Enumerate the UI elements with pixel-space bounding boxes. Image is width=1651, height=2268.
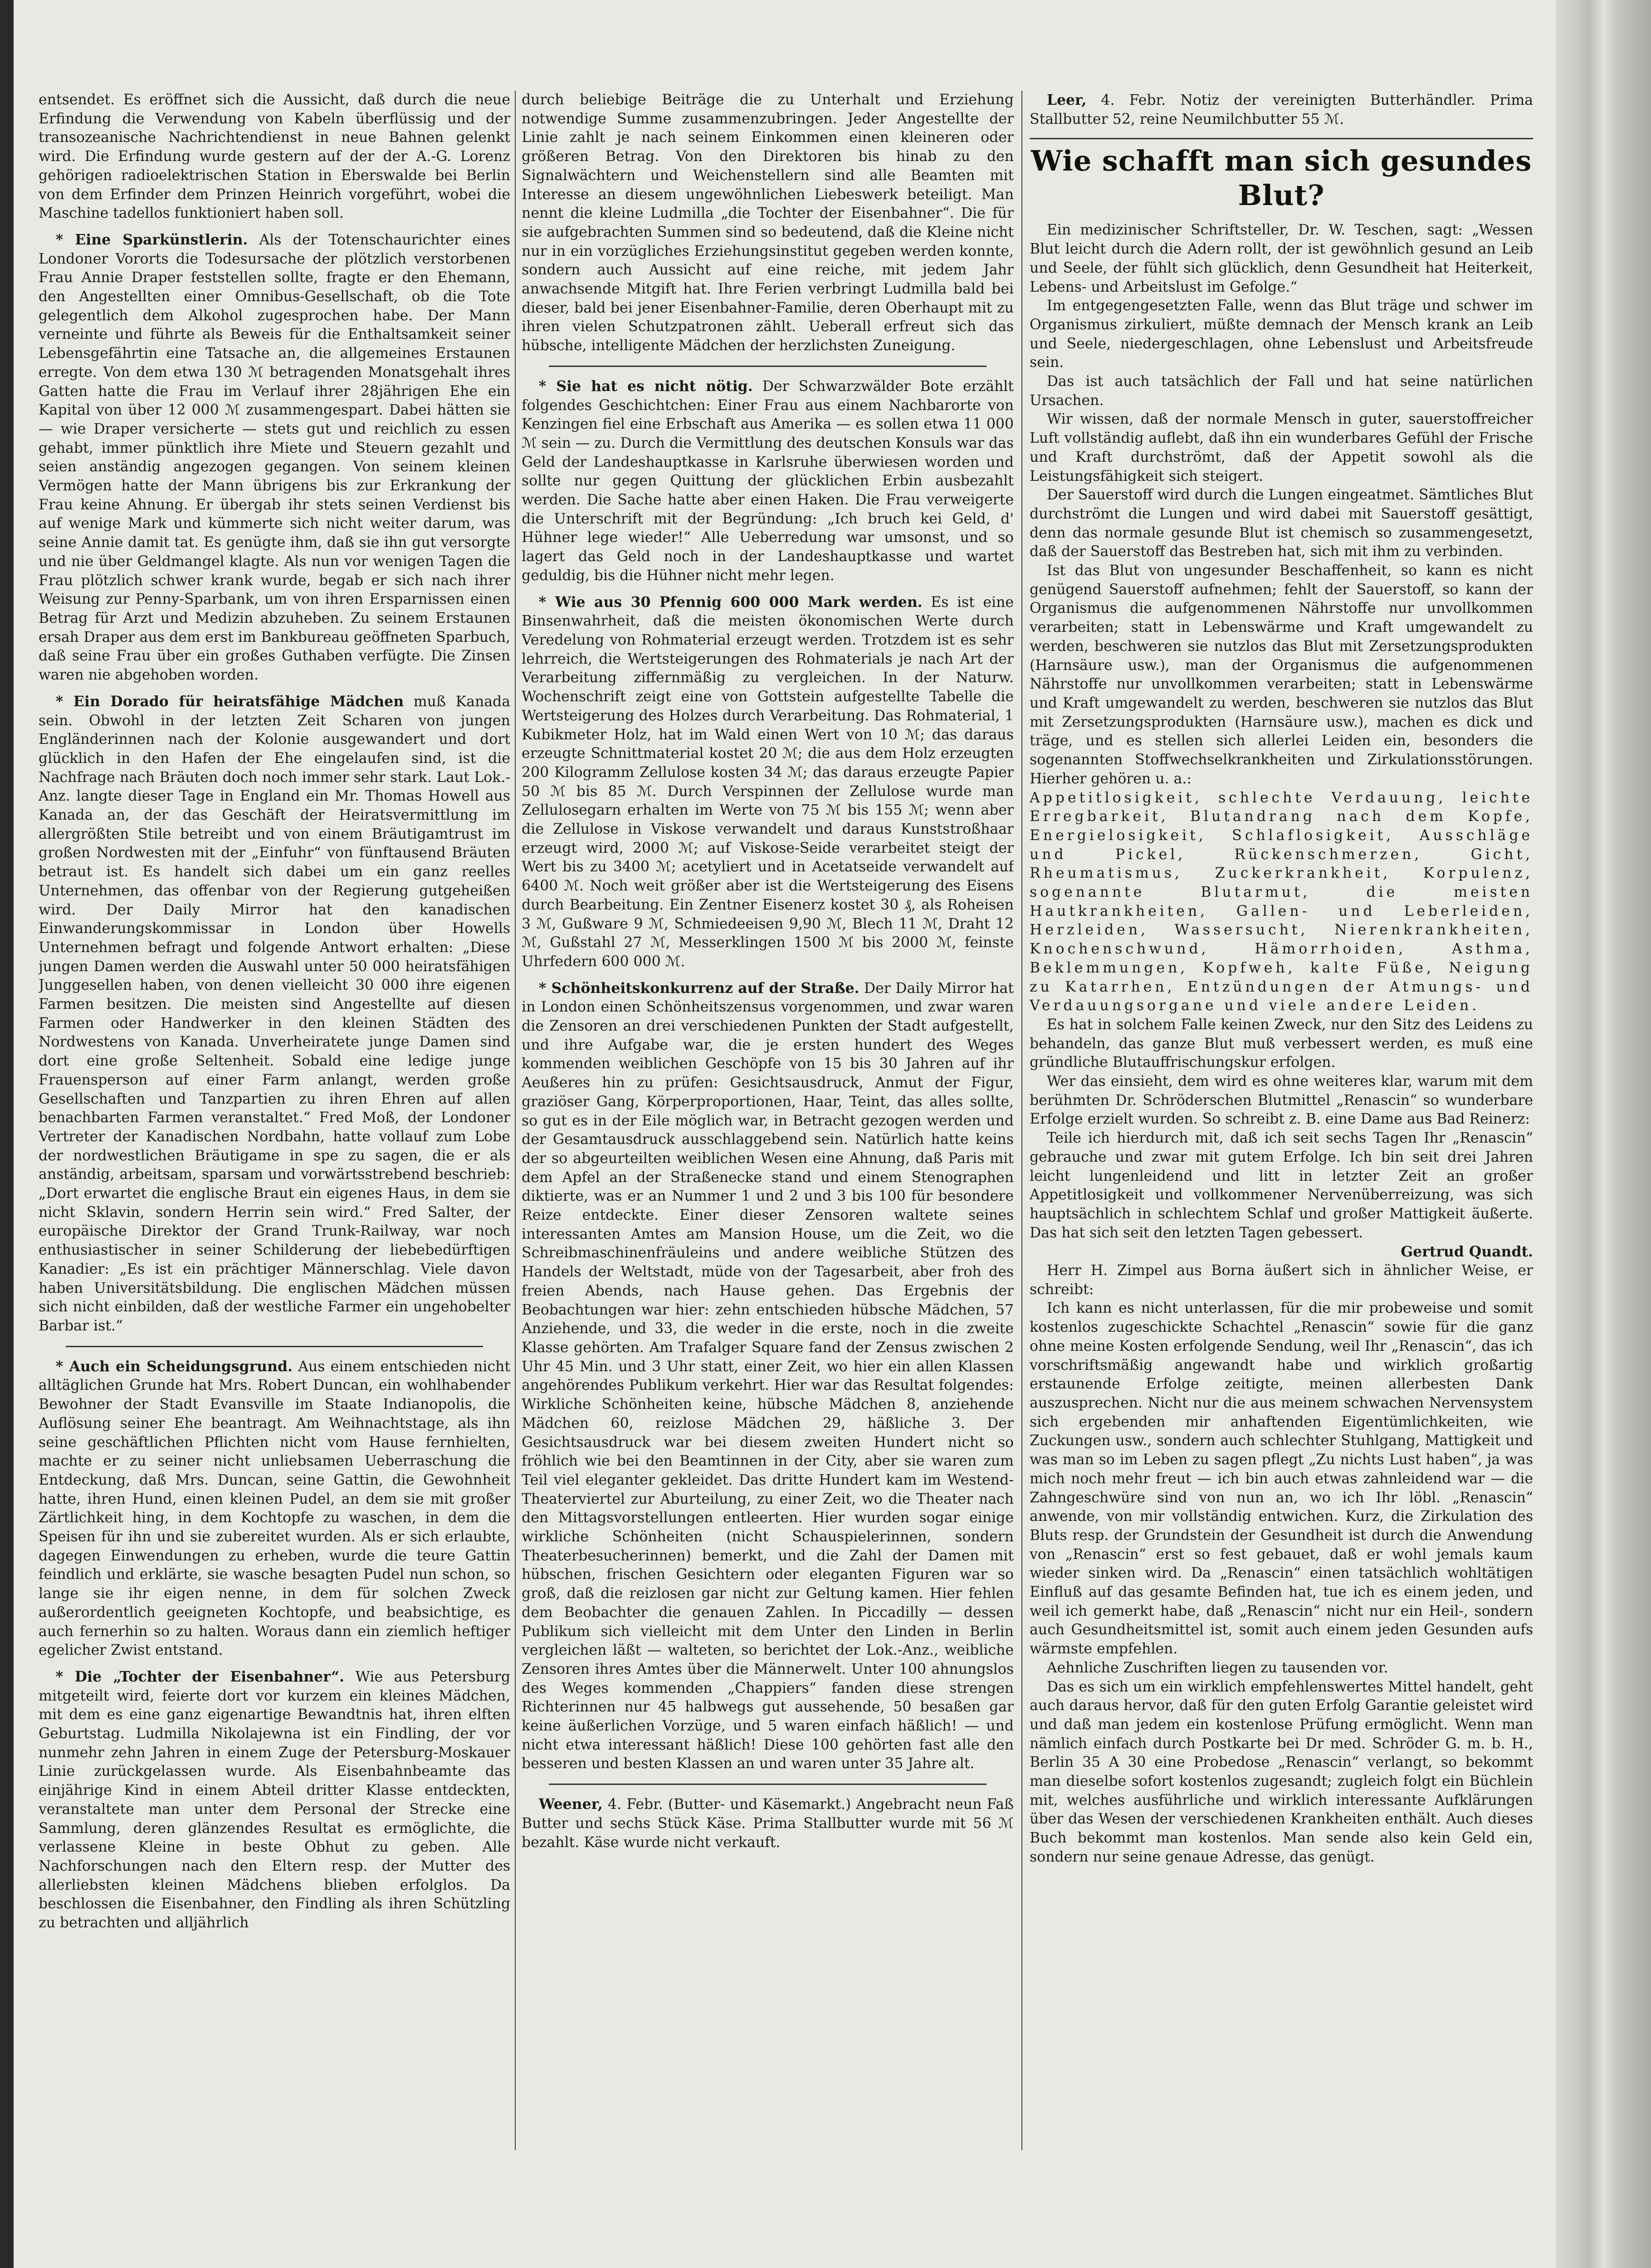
testimonial-signature: Gertrud Quandt.: [1401, 1243, 1533, 1261]
testimonial-paragraph: Teile ich hierdurch mit, daß ich seit sechs Tagen Ihr „Renascin“ gebrauche und zwar mit gutem Erfolge. Ich bin seit drei Jahren leicht lungenleidend und litt in letzter Zeit an großer Appetitlosigkeit und vollkommener Nervenüberreizung, was sich hauptsächlich in schlechtem Schlaf und großer Mattigkeit äußerte. Das hat sich seit den letzten Tagen gebessert.: [1030, 1130, 1533, 1241]
market-text: 4. Febr. (Butter- und Käsemarkt.) Angebracht neun Faß Butter und sechs Stück Käse. Prima Stallbutter wurde mit 56 ℳ bezahlt. Käse wurde nicht verkauft.: [522, 1796, 1014, 1851]
advert-paragraph: Es hat in solchem Falle keinen Zweck, nur den Sitz des Leidens zu behandeln, das ganze Blut muß verbessert werden, es muß eine gründliche Blutauffrischungskur erfolgen.: [1030, 1016, 1533, 1071]
article-body: Es ist eine Binsenwahrheit, daß die meisten ökonomischen Werte durch Veredelung von Rohmaterial erzeugt werden. Trotzdem ist es sehr lehrreich, die Wertsteigerungen des Rohmaterials je nach Art der Verarbeitung ziffernmäßig zu vergleichen. In der Naturw. Wochenschrift zeigt eine von Gottstein aufgestellte Tabelle die Wertsteigerung des Holzes durch Verarbeitung. Das Rohmaterial, 1 Kubikmeter Holz, hat im Wald einen Wert von 10 ℳ; das daraus erzeugte Schnittmaterial kostet 20 ℳ; die aus dem Holz erzeugten 200 Kilogramm Zellulose kosten 34 ℳ; das daraus erzeugte Papier 50 ℳ bis 85 ℳ. Durch Verspinnen der Zellulose wurde man Zellulosegarn erhalten im Werte von 75 ℳ bis 155 ℳ; wenn aber die Zellulose in Viskose verwandelt und daraus Kunststroßhaar erzeugt wird, 2000 ℳ; auf Viskose-Seide verarbeitet steigt der Wert bis zu 3400 ℳ; acetyliert und in Acetatseide verwandelt auf 6400 ℳ. Noch weit größer aber ist die Wertsteigerung des Eisens durch Bearbeitung. Ein Zentner Eisenerz kostet 30 ₰, als Roheisen 3 ℳ, Gußware 9 ℳ, Schmiedeeisen 9,90 ℳ, Blech 11 ℳ, Draht 12 ℳ, Gußstahl 27 ℳ, Messerklingen 1500 ℳ bis 2000 ℳ, feinste Uhrfedern 600 000 ℳ.: [522, 594, 1014, 970]
article-schoenheitskonkurrenz: [522, 979, 1014, 1774]
article-title: * Ein Dorado für heiratsfähige Mädchen: [55, 693, 404, 710]
advert-paragraph: Wer das einsieht, dem wird es ohne weiteres klar, warum mit dem berühmten Dr. Schröderschen Blutmittel „Renascin“ so wunderbare Erfolge erzielt wurden. So schreibt z. B. eine Dame aus Bad Reinerz:: [1030, 1073, 1533, 1128]
article-scheidungsgrund: [39, 1357, 510, 1660]
article-title: * Die „Tochter der Eisenbahner“.: [55, 1668, 345, 1685]
newspaper-page: [14, 0, 1556, 2268]
article-sparkuenstlerin: [39, 230, 510, 685]
radio-invention-text: entsendet. Es eröffnet sich die Aussicht, daß durch die neue Erfindung die Verwendung von Kabeln überflüssig und der transozeanische Nachrichtendienst in neue Bahnen gelenkt wird. Die Erfindung wurde gestern auf der der A.-G. Lorenz gehörigen radioelektrischen Station in Eberswalde bei Berlin von dem Erfinder dem Prinzen Heinrich vorgeführt, wobei die Maschine tadellos funktioniert haben soll.: [39, 92, 510, 222]
advert-paragraph: Aehnliche Zuschriften liegen zu tausenden vor.: [1046, 1659, 1388, 1676]
article-title: * Eine Sparkünstlerin.: [55, 231, 248, 248]
advert-paragraph: Ein medizinischer Schriftsteller, Dr. W. Teschen, sagt: „Wessen Blut leicht durch die Adern rollt, der ist gewöhnlich gesund an Leib und Seele, der fühlt sich glücklich, denn Gesundheit hat Heiterkeit, Lebens- und Arbeitslust im Gefolge.“: [1030, 222, 1533, 295]
article-title: * Schönheitskonkurrenz auf der Straße.: [538, 979, 860, 997]
column-rule: [515, 91, 516, 2150]
testimonial-paragraph: Ich kann es nicht unterlassen, für die mir probeweise und somit kostenlos zugeschickte Schachtel „Renascin“ sowie für die ganz ohne meine Kosten erfolgende Sendung, weil Ihr „Renascin“, das ich vorschriftsmäßig angewandt habe und wirklich großartig erstaunende Erfolge zeitigte, meinen allerbesten Dank auszusprechen. Nicht nur die aus meinem schwachen Nervensystem sich ergebenden mir anhaftenden Eigentümlichkeiten, wie Zuckungen usw., sondern auch schlechter Stuhlgang, Mattigkeit und was man so im Leben zu sagen pflegt „Zu nichts Lust haben“, ja was mich noch mehr freut — ich bin auch etwas zahnleidend war — die Zahngeschwüre sind von nun an, wo ich Ihr löbl. „Renascin“ anwende, von mir vollständig entwichen. Kurz, die Zirkulation des Bluts resp. der Grundstein der Gesundheit ist durch die Anwendung von „Renascin“ erst so fest gebauet, daß er wohl jemals kaum wieder sinken wird. Da „Renascin“ einen tatsächlich wohltätigen Einfluß auf das gesamte Befinden hat, tue ich es einem jeden, und weil ich gemerkt habe, daß „Renascin“ nicht nur ein Heil-, sondern auch Gesundheitsmittel ist, somit auch einem jeden Gesunden aufs wärmste empfehlen.: [1030, 1300, 1533, 1657]
article-nicht-noetig: [522, 377, 1014, 586]
advert-headline: Wie schafft man sich gesundes Blut?: [1031, 144, 1532, 212]
article-continuation: durch beliebige Beiträge die zu Unterhalt und Erziehung notwendige Summe zusammenzubringen. Jeder Angestellte der Linie zahlt je nach seinem Einkommen einen kleineren oder größeren Betrag. Von den Direktoren bis hinab zu den Signalwächtern und Weichenstellern sind alle Beamten mit Interesse an diesem ungewöhnlichen Liebeswerk beteiligt. Man nennt die kleine Ludmilla „die Tochter der Eisenbahner“. Die für sie aufgebrachten Summen sind so bedeutend, daß die Kleine nicht nur in ein vorzügliches Erziehungsinstitut gegeben werden konnte, sondern auch Aussicht auf eine reiche, mit jedem Jahr anwachsende Mitgift hat. Ihre Ferien verbringt Ludmilla bald bei dieser, bald bei jener Eisenbahner-Familie, deren Oberhaupt mit zu ihren vielen Schutzpatronen zählt. Ueberall erfreut sich das hübsche, intelligente Mädchen der herzlichsten Zuneigung.: [522, 92, 1014, 354]
market-report-weener: [522, 1795, 1014, 1852]
right-column: [1030, 91, 1533, 2268]
advert-paragraph: Ist das Blut von ungesunder Beschaffenheit, so kann es nicht genügend Sauerstoff aufnehmen; fehlt der Sauerstoff, so kann der Organismus die aufgenommenen Nährstoffe nur unvollkommen verarbeiten; statt in Lebenswärme und Kraft umgewandelt zu werden, beschweren sie nutzlos das Blut mit Zersetzungsprodukten (Harnsäure usw.), man der Organismus die aufgenommenen Nährstoffe nur unvollkommen verarbeiten; statt in Lebenswärme und Kraft umgewandelt zu werden, beschweren sie nutzlos das Blut mit Zersetzungsprodukten (Harnsäure usw.), machen es dick und träge, und es stellen sich allerlei Leiden ein, besonders die sogenannten Stoffwechselkrankheiten und Zirkulationsstörungen. Hierher gehören u. a.:: [1030, 562, 1533, 787]
advert-paragraph: Im entgegengesetzten Falle, wenn das Blut träge und schwer im Organismus zirkuliert, müßte demnach der Mensch krank an Leib und Seele, niedergeschlagen, ohne Lebenslust und Arbeitsfreude sein.: [1030, 298, 1533, 371]
article-title: * Auch ein Scheidungsgrund.: [55, 1358, 293, 1375]
article-body: Der Daily Mirror hat in London einen Schönheitszensus vorgenommen, und zwar waren die Zensoren an drei verschiedenen Punkten der Stadt aufgestellt, und ihre Aufgabe war, die je ersten hundert des Weges kommenden weiblichen Geschöpfe von 15 bis 30 Jahren auf ihr Aeußeres hin zu prüfen: Gesichtsausdruck, Anmut der Figur, graziöser Gang, Körperproportionen, Haar, Teint, das alles sollte, so gut es in der Eile möglich war, in Betracht gezogen werden und der Gesamtausdruck ausschlaggebend sein. Natürlich hatte keins der so abgeurteilten weiblichen Wesen eine Ahnung, daß Paris mit dem Apfel an der Straßenecke stand und einem Stenographen diktierte, was er an Nummer 1 und 2 und 3 bis 100 für besondere Reize entdeckte. Einer dieser Zensoren waltete seines interessanten Amtes am Mansion House, um die Zeit, wo die Schreibmaschinenfräuleins und andere weibliche Stützen des Handels der Weltstadt, müde von der Tagesarbeit, aber froh des freien Abends, nach Hause gehen. Das Ergebnis der Beobachtungen war hier: zehn entschieden hübsche Mädchen, 57 Anziehende, und 33, die weder in die erste, noch in die zweite Klasse gehörten. Am Trafalger Square fand der Zensus zwischen 2 Uhr 45 Min. und 3 Uhr statt, einer Zeit, wo hier ein allen Klassen angehörendes Publikum verkehrt. Hier war das Resultat folgendes: Wirkliche Schönheiten keine, hübsche Mädchen 8, anziehende Mädchen 60, reizlose Mädchen 29, häßliche 3. Der Gesichtsausdruck war bei diesem zweiten Hundert nicht so fröhlich wie bei den Beamtinnen in der City, aber sie waren zum Teil viel eleganter gekleidet. Das dritte Hundert kam im Westend-Theaterviertel zur Aburteilung, zu einer Zeit, wo die Theater nach den Mittagsvorstellungen entleerten. Hier wurden sogar einige wirkliche Schönheiten (nicht Schauspielerinnen, sondern Theaterbesucherinnen) bemerkt, und die Zahl der Damen mit hübschen, frischen Gesichtern oder eleganten Figuren war so groß, daß die reizlosen gar nicht zur Geltung kamen. Hier fehlen dem Beobachter die genauen Zahlen. In Piccadilly — dessen Publikum sich vielleicht mit dem Unter den Linden in Berlin vergleichen läßt — walteten, so berichtet der Lok.-Anz., weibliche Zensoren ihres Amtes über die Männerwelt. Unter 100 ahnungslos des Weges kommenden „Chappiers“ fanden diese strengen Richterinnen nur 45 halbwegs gut aussehende, 50 besaßen gar keine äußerlichen Vorzüge, und 5 waren einfach häßlich! — und nicht etwa interessant häßlich! Diese 100 gehörten fast alle den besseren und besten Klassen an und waren unter 35 Jahre alt.: [522, 980, 1014, 1772]
separator-rule: [549, 366, 987, 367]
market-report-leer: [1030, 91, 1533, 129]
article-body: Als der Totenschaurichter eines Londoner Vororts die Todesursache der plötzlich verstorbenen Frau Annie Draper feststellen sollte, fragte er den Ehemann, den Angestellten einer Omnibus-Gesellschaft, ob die Tote gelegentlich dem Alkohol zugesprochen habe. Der Mann verneinte und führte als Beweis für die Enthaltsamkeit seiner Lebensgefährtin eine Tatsache an, die allgemeines Erstaunen erregte. Von dem etwa 130 ℳ betragenden Monatsgehalt ihres Gatten hatte die Frau im Verlauf ihrer 28jährigen Ehe ein Kapital von über 12 000 ℳ zusammengespart. Dabei hätten sie — wie Draper versicherte — stets gut und reichlich zu essen gehabt, immer pünktlich ihre Miete und Steuern gezahlt und seien anständig angezogen gegangen. Von seinem kleinen Vermögen hatte der Mann übrigens bis zur Erkrankung der Frau keine Ahnung. Er übergab ihr stets seinen Verdienst bis auf wenige Mark und kümmerte sich nicht weiter darum, was seine Annie damit tat. Es genügte ihm, daß sie ihn gut versorgte und nie über Geldmangel klagte. Als nun vor wenigen Tagen die Frau plötzlich schwer krank wurde, begab er sich nach ihrer Weisung zur Penny-Sparbank, um von ihren Ersparnissen einen Betrag für Arzt und Medizin abzuheben. Zu seinem Erstaunen ersah Draper aus dem erst im Bankbureau geöffneten Sparbuch, daß seine Frau über ein großes Guthaben verfügte. Die Zinsen waren nie abgehoben worden.: [39, 231, 510, 684]
article-dorado: [39, 692, 510, 1336]
market-text: 4. Febr. Notiz der vereinigten Butterhändler. Prima Stallbutter 52, reine Neumilchbutter 55 ℳ.: [1030, 92, 1533, 127]
article-30-pfennig: [522, 593, 1014, 972]
article-tochter-eisenbahner: [39, 1667, 510, 1933]
article-body: Aus einem entschieden nicht alltäglichen Grunde hat Mrs. Robert Duncan, ein wohlhabender Bewohner der Stadt Evansville im Staate Indianopolis, die Auflösung seiner Ehe beantragt. Am Weihnachtstage, als ihn seine geschäftlichen Pflichten nicht vom Hause fernhielten, machte er zu seiner nicht unliebsamen Ueberraschung die Entdeckung, daß Mrs. Duncan, seine Gattin, die Gewohnheit hatte, ihren Hund, einen kleinen Pudel, an dem sie mit großer Zärtlichkeit hing, in dem Kochtopfe zu waschen, in dem die Speisen für ihn und sie zubereitet wurden. Als er sich erlaubte, dagegen Einwendungen zu erheben, wurde die teure Gattin feindlich und erklärte, sie wasche besagten Pudel nun schon, so lange sie ihr eigen nenne, in dem für solchen Zweck außerordentlich geeigneten Kochtopfe, und beabsichtige, es auch fernerhin so zu halten. Woraus dann ein ziemlich heftiger egelicher Zwist entstand.: [39, 1358, 510, 1659]
market-city: Leer,: [1046, 92, 1087, 108]
advert-paragraph: Der Sauerstoff wird durch die Lungen eingeatmet. Sämtliches Blut durchströmt die Lungen und wird dabei mit Sauerstoff gesättigt, denn das normale gesunde Blut ist chemisch so zusammengesetzt, daß der Sauerstoff das Bestreben hat, sich mit ihm zu verbinden.: [1030, 487, 1533, 560]
column-rule: [1021, 91, 1022, 2150]
advert-paragraph: Herr H. Zimpel aus Borna äußert sich in ähnlicher Weise, er schreibt:: [1030, 1262, 1533, 1298]
article-title: * Wie aus 30 Pfennig 600 000 Mark werden.: [538, 593, 923, 611]
advert-paragraph: Das ist auch tatsächlich der Fall und hat seine natürlichen Ursachen.: [1030, 373, 1533, 409]
article-body: Wie aus Petersburg mitgeteilt wird, feierte dort vor kurzem ein kleines Mädchen, mit dem es eine ganz eigenartige Bewandtnis hat, ihren elften Geburtstag. Ludmilla Nikolajewna ist ein Findling, der vor nunmehr zehn Jahren in einem Zuge der Petersburg-Moskauer Linie zurückgelassen wurde. Als Eisenbahnbeamte das einjährige Kind in einem Abteil dritter Klasse entdeckten, veranstaltete man unter dem Personal der Strecke eine Sammlung, deren glänzendes Resultat es ermöglichte, die verlassene Kleine in beste Obhut zu geben. Alle Nachforschungen nach den Eltern resp. der Mutter des allerliebsten kleinen Mädchens blieben erfolglos. Da beschlossen die Eisenbahner, den Findling als ihren Schützling zu betrachten und alljährlich: [39, 1668, 510, 1931]
separator-rule: [549, 1784, 987, 1785]
market-city: Weener,: [538, 1796, 603, 1813]
advert-rule: [1030, 138, 1533, 139]
article-body: Der Schwarzwälder Bote erzählt folgendes Geschichtchen: Einer Frau aus einem Nachbarorte von Kenzingen fiel eine Erbschaft aus Amerika — es sollen etwa 11 000 ℳ sein — zu. Durch die Vermittlung des deutschen Konsuls war das Geld der Landeshauptkasse in Karlsruhe überwiesen worden und sollte nur gegen Quittung der glücklichen Erbin ausbezahlt werden. Die Sache hatte aber einen Haken. Die Frau verweigerte die Unterschrift mit der Begründung: „Ich bruch kei Geld, d' Hühner lege wieder!“ Alle Ueberredung war umsonst, und so lagert das Geld noch in der Landeshauptkasse und wartet geduldig, bis die Hühner nicht mehr legen.: [522, 378, 1014, 584]
scan-edge-left: [0, 0, 14, 2268]
middle-column: [522, 91, 1014, 2268]
advert-paragraph: Das es sich um ein wirklich empfehlenswertes Mittel handelt, geht auch daraus hervor, daß für den guten Erfolg Garantie geleistet wird und daß man jedem ein kostenlose Prüfung ermöglicht. Wenn man nämlich einfach durch Postkarte bei Dr med. Schröder G. m. b. H., Berlin 35 A 30 eine Probedose „Renascin“ verlangt, so bekommt man dieselbe sofort kostenlos zugesandt; zugleich folgt ein Büchlein mit, welches ausführliche und wirklich interessante Aufklärungen über das Wesen der verschiedenen Krankheiten enthält. Auch dieses Buch bekommt man kostenlos. Man sende also kein Geld ein, sondern nur seine genaue Adresse, das genügt.: [1030, 1678, 1533, 1865]
article-body: muß Kanada sein. Obwohl in der letzten Zeit Scharen von jungen Engländerinnen nach der Kolonie ausgewandert und dort glücklich in den Hafen der Ehe eingelaufen sind, ist die Nachfrage nach Bräuten doch noch immer sehr stark. Laut Lok.-Anz. langte dieser Tage in England ein Mr. Thomas Howell aus Kanada an, der das Geschäft der Heiratsvermittlung im allergrößten Stile betreibt und von einem Bräutigamtrust im großen Nordwesten mit der „Einfuhr“ von fünftausend Bräuten betraut ist. Es handelt sich dabei um ein ganz reelles Unternehmen, das offenbar von der Regierung gutgeheißen wird. Der Daily Mirror hat den kanadischen Einwanderungskommissar in London über Howells Unternehmen befragt und folgende Antwort erhalten: „Diese jungen Damen werden die Auswahl unter 50 000 heiratsfähigen Junggesellen haben, von denen vielleicht 30 000 ihre eigenen Farmen besitzen. Die meisten sind Angestellte auf diesen Farmen oder Handwerker in den kleinen Städten des Nordwestens von Kanada. Unverheiratete junge Damen sind dort eine große Seltenheit. Sobald eine ledige junge Frauensperson auf einer Farm anlangt, werden große Gesellschaften und Tanzpartien zu ihren Ehren auf allen benachbarten Farmen veranstaltet.“ Fred Moß, der Londoner Vertreter der Kanadischen Nordbahn, hatte vollauf zum Lobe der nordwestlichen Bräutigame in spe zu sagen, die er als anständig, arbeitsam, sparsam und vorwärtsstrebend beschrieb: „Dort erwartet die englische Braut ein eigenes Haus, in dem sie nicht Sklavin, sondern Herrin sein wird.“ Fred Salter, der europäische Direktor der Grand Trunk-Railway, war noch enthusiastischer in seiner Schilderung der liebebedürftigen Kanadier: „Es ist ein prächtiger Männerschlag. Viele davon haben Universitätsbildung. Die englischen Mädchen müssen sich nicht einbilden, daß der westliche Farmer ein ungehobelter Barbar ist.“: [39, 693, 510, 1334]
left-column: [39, 91, 510, 2268]
article-title: * Sie hat es nicht nötig.: [538, 377, 753, 395]
page-edge-stack: [1556, 0, 1651, 2268]
advert-paragraph: Wir wissen, daß der normale Mensch in guter, sauerstoffreicher Luft vollständig auflebt, daß ihn ein wunderbares Gefühl der Frische und Kraft durchströmt, daß der Appetit sowohl als die Leistungsfähigkeit sich steigert.: [1030, 411, 1533, 484]
ailment-list: Appetitlosigkeit, schlechte Verdauung, leichte Erregbarkeit, Blutandrang nach dem Kopfe, Energielosigkeit, Schlaflosigkeit, Ausschläge und Pickel, Rückenschmerzen, Gicht, Rheumatismus, Zuckerkrankheit, Korpulenz, sogenannte Blutarmut, die meisten Hautkrankheiten, Gallen- und Leberleiden, Herzleiden, Wassersucht, Nierenkrankheiten, Knochenschwund, Hämorrhoiden, Asthma, Beklemmungen, Kopfweh, kalte Füße, Neigung zu Katarrhen, Entzündungen der Atmungs- und Verdauungsorgane und viele andere Leiden.: [1030, 789, 1533, 1014]
separator-rule: [66, 1346, 483, 1347]
